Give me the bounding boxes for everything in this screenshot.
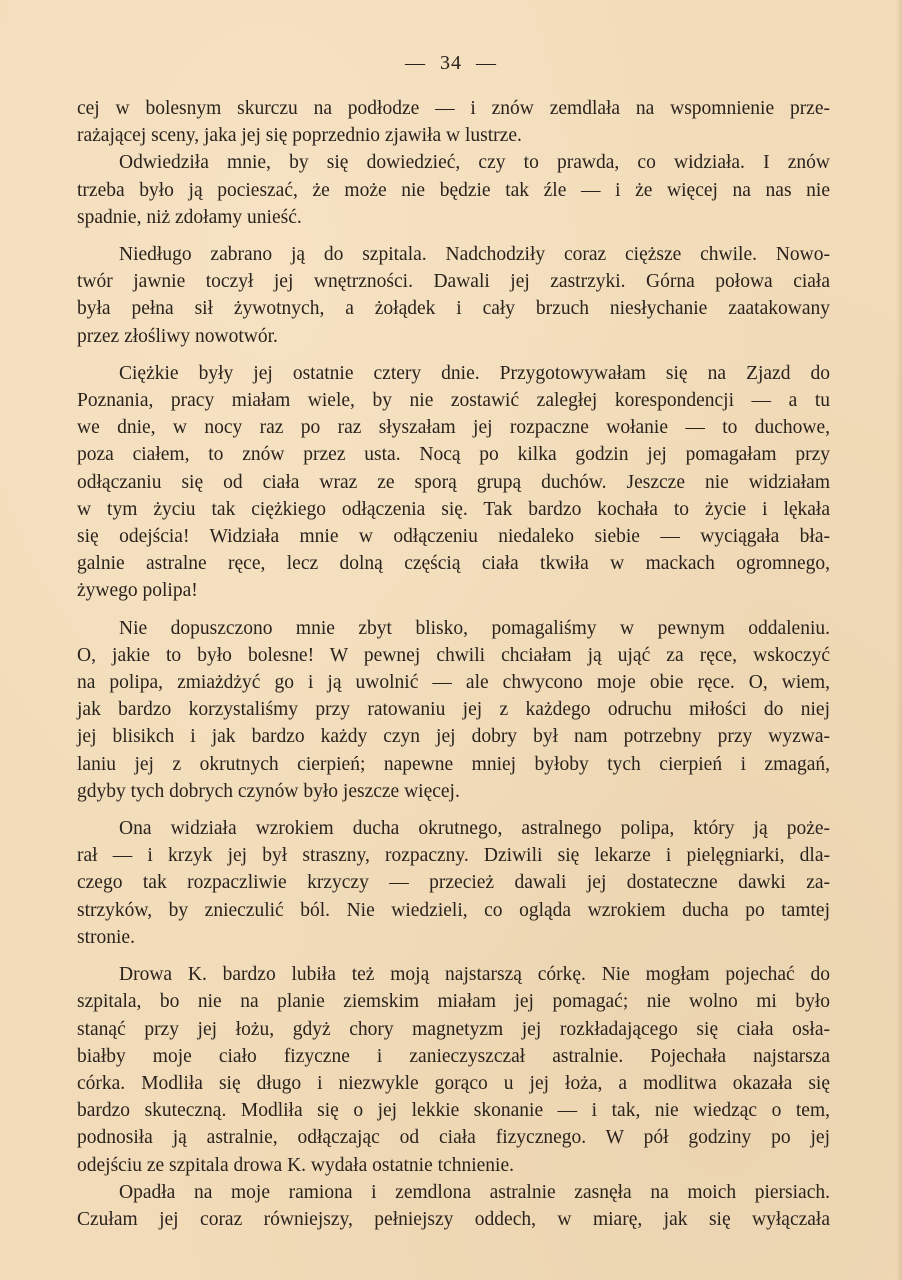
- page-number: — 34 —: [405, 52, 497, 74]
- text-line: żywego polipa!: [77, 580, 198, 602]
- body-text: [77, 95, 830, 1233]
- text-line: szpitala, bo nie na planie ziemskim miałam jej pomagać; nie wolno mi było: [77, 991, 830, 1013]
- text-line: stanąć przy jej łożu, gdyż chory magnetyzm jej rozkładającego się ciała osła-: [77, 1018, 830, 1040]
- text-line: na polipa, zmiażdżyć go i ją uwolnić — ale chwycono moje obie ręce. O, wiem,: [77, 672, 830, 694]
- text-line: poza ciałem, to znów przez usta. Nocą po kilka godzin jej pomagałam przy: [77, 444, 830, 466]
- text-line: laniu jej z okrutnych cierpień; napewne mniej byłoby tych cierpień i zmagań,: [77, 753, 830, 775]
- text-line: jej blisikch i jak bardzo każdy czyn jej dobry był nam potrzebny przy wyzwa-: [77, 726, 830, 748]
- text-line: gdyby tych dobrych czynów było jeszcze więcej.: [77, 780, 460, 802]
- text-line: Opadła na moje ramiona i zemdlona astralnie zasnęła na moich piersiach.: [119, 1181, 830, 1203]
- paragraph: [77, 615, 830, 805]
- text-line: galnie astralne ręce, lecz dolną częścią ciała tkwiła w mackach ogromnego,: [77, 553, 830, 575]
- text-line: Niedługo zabrano ją do szpitala. Nadchodziły coraz cięższe chwile. Nowo-: [119, 244, 830, 266]
- text-line: przez złośliwy nowotwór.: [77, 325, 278, 347]
- text-line: czego tak rozpaczliwie krzyczy — przecież dawali jej dostateczne dawki za-: [77, 872, 830, 894]
- text-line: O, jakie to było bolesne! W pewnej chwili chciałam ją ująć za ręce, wskoczyć: [77, 644, 830, 666]
- text-line: Ciężkie były jej ostatnie cztery dnie. Przygotowywałam się na Zjazd do: [119, 362, 830, 384]
- text-line: w tym życiu tak ciężkiego odłączenia się. Tak bardzo kochała to życie i lękała: [77, 498, 830, 520]
- paragraph: [77, 149, 830, 231]
- text-line: rał — i krzyk jej był straszny, rozpaczny. Dziwili się lekarze i pielęgniarki, dla-: [77, 845, 830, 867]
- paragraph: [77, 961, 830, 1179]
- paragraph: [77, 1179, 830, 1233]
- text-line: bardzo skuteczną. Modliła się o jej lekkie skonanie — i tak, nie wiedząc o tem,: [77, 1100, 830, 1122]
- text-line: córka. Modliła się długo i niezwykle gorąco u jej łoża, a modlitwa okazała się: [77, 1072, 830, 1094]
- text-line: się odejścia! Widziała mnie w odłączeniu niedaleko siebie — wyciągała bła-: [77, 526, 830, 548]
- paragraph: [77, 241, 830, 350]
- text-line: podnosiła ją astralnie, odłączając od ciała fizycznego. W pół godziny po jej: [77, 1127, 830, 1149]
- text-line: Ona widziała wzrokiem ducha okrutnego, astralnego polipa, który ją poże-: [119, 818, 830, 840]
- text-line: Czułam jej coraz równiejszy, pełniejszy oddech, w miarę, jak się wyłączała: [77, 1208, 830, 1230]
- text-line: Nie dopuszczono mnie zbyt blisko, pomagaliśmy w pewnym oddaleniu.: [119, 617, 830, 639]
- paragraph: [77, 815, 830, 951]
- text-line: Odwiedziła mnie, by się dowiedzieć, czy to prawda, co widziała. I znów: [119, 152, 830, 174]
- text-line: trzeba było ją pocieszać, że może nie będzie tak źle — i że więcej na nas nie: [77, 179, 830, 201]
- text-line: białby moje ciało fizyczne i zanieczyszczał astralnie. Pojechała najstarsza: [77, 1045, 830, 1067]
- text-line: odejściu ze szpitala drowa K. wydała ostatnie tchnienie.: [77, 1154, 514, 1176]
- text-line: twór jawnie toczył jej wnętrzności. Dawali jej zastrzyki. Górna połowa ciała: [77, 271, 830, 293]
- text-line: rażającej sceny, jaka jej się poprzednio zjawiła w lustrze.: [77, 125, 522, 147]
- page-edge-shadow: [896, 0, 902, 1280]
- text-line: Poznania, pracy miałam wiele, by nie zostawić zaległej korespondencji — a tu: [77, 390, 830, 412]
- text-line: spadnie, niż zdołamy unieść.: [77, 206, 302, 228]
- text-line: cej w bolesnym skurczu na podłodze — i znów zemdlała na wspomnienie prze-: [77, 98, 830, 119]
- text-line: jak bardzo korzystaliśmy przy ratowaniu jej z każdego odruchu miłości do niej: [77, 699, 830, 721]
- text-line: Drowa K. bardzo lubiła też moją najstarszą córkę. Nie mogłam pojechać do: [119, 964, 830, 986]
- text-line: stronie.: [77, 926, 135, 948]
- paragraph: [77, 95, 830, 149]
- text-line: była pełna sił żywotnych, a żołądek i cały brzuch niesłychanie zaatakowany: [77, 298, 830, 320]
- text-line: odłączaniu się od ciała wraz ze sporą grupą duchów. Jeszcze nie widziałam: [77, 471, 830, 493]
- text-line: strzyków, by znieczulić ból. Nie wiedzieli, co ogląda wzrokiem ducha po tamtej: [77, 899, 830, 921]
- paragraph: [77, 360, 830, 605]
- text-line: we dnie, w nocy raz po raz słyszałam jej rozpaczne wołanie — to duchowe,: [77, 417, 830, 439]
